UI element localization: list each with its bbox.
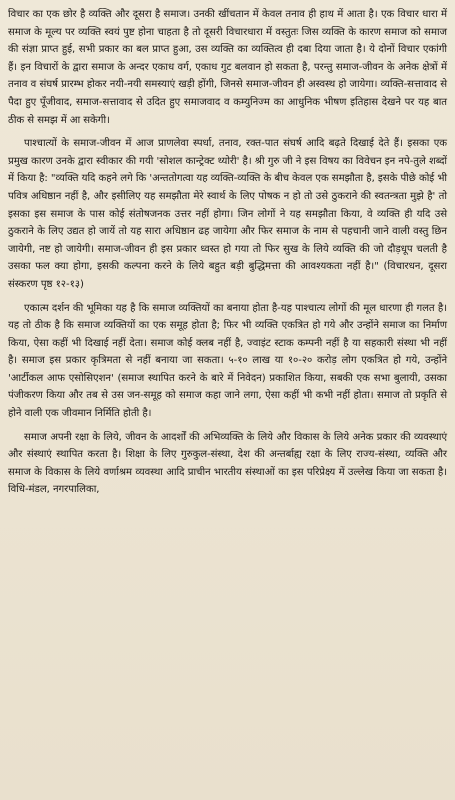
paragraph-4: समाज अपनी रक्षा के लिये, जीवन के आदर्शों की अभिव्यक्ति के लिये और विकास के लिये अनेक प्रकार की व्यवस्थाएं और संस्थाएं स्थापित करता है। शिक्षा के लिए गुरुकुल-संस्था, देश की अन्तर्बाह्य रक्षा के लिए राज्य-संस्था, व्यक्ति और समाज के विकास के लिये वर्णाश्रम व्यवस्था आदि प्राचीन भारतीय संस्थाओं का इस परिप्रेक्ष्य में उल्लेख किया जा सकता है। विधि-मंडल, नगरपालिका, (8, 431, 447, 496)
paragraph-1: विचार का एक छोर है व्यक्ति और दूसरा है समाज। उनकी खींचतान में केवल तनाव ही हाथ में आता है। एक विचार धारा में समाज के मूल्य पर व्यक्ति स्वयं पुष्ट होना चाहता है तो दूसरी विचारधारा में वस्तुतः जिस व्यक्ति के कारण समाज को समाज की संज्ञा प्राप्त हुई, सभी प्रकार का बल प्राप्त हुआ, उस व्यक्ति का व्यक्तित्व ही दबा दिया जाता है। ये दोनों विचार एकांगी हैं। इन विचारों के द्वारा समाज के अन्दर एकाध वर्ग, एकाध गुट बलवान हो सकता है, परन्तु समाज-जीवन के अनेक क्षेत्रों में तनाव व संघर्ष प्रारम्भ होकर नयी-नयी समस्याएं खड़ी होंगी, जिनसे समाज-जीवन ही अस्वस्थ हो जायेगा। व्यक्ति-सत्तावाद से पैदा हुए पूँजीवाद, समाज-सत्तावाद से उदित हुए समाजवाद व कम्युनिज्म का आधुनिक भीषण इतिहास देखने पर यह बात ठीक से समझ में आ सकेगी। (8, 9, 447, 126)
paragraph-3: एकात्म दर्शन की भूमिका यह है कि समाज व्यक्तियों का बनाया होता है-यह पाश्चात्य लोगों की मूल धारणा ही गलत है। यह तो ठीक है कि समाज व्यक्तियों का एक समूह होता है; फिर भी व्यक्ति एकत्रित हो गये और उन्होंने समाज का निर्माण किया, ऐसा कहीं भी दिखाई नहीं देता। समाज कोई क्लब नहीं है, ज्वाइंट स्टाक कम्पनी नहीं है या सहकारी संस्था भी नहीं है। समाज इस प्रकार कृत्रिमता से नहीं बनाया जा सकता। ५-१० लाख या १०-२० करोड़ लोग एकत्रित हो गये, उन्होंने 'आर्टीकल आफ एसोसिएशन' (समाज स्थापित करने के बारे में निवेदन) प्रकाशित किया, सबकी एक सभा बुलायी, उसका पंजीकरण किया और तब से उस जन-समूह को समाज कहा जाने लगा, ऐसा कहीं भी कभी नहीं होता। समाज तो प्रकृति से होने वाली एक जीवमान निर्मिति होती है। (8, 302, 447, 420)
paragraph-2: पाश्चात्यों के समाज-जीवन में आज प्राणलेवा स्पर्धा, तनाव, रक्त-पात संघर्ष आदि बढ़ते दिखाई देते हैं। इसका एक प्रमुख कारण उनके द्वारा स्वीकार की गयी 'सोशल कान्ट्रेक्ट थ्योरी' है। श्री गुरु जी ने इस विषय का विवेचन इन नपे-तुले शब्दों में किया है: "व्यक्ति यदि कहने लगे कि 'अन्ततोगत्वा यह व्यक्ति-व्यक्ति के बीच केवल एक समझौता है, इसके पीछे कोई भी पवित्र अधिष्ठान नहीं है, और इसीलिए यह समझौता मेरे स्वार्थ के लिए पोषक न हो तो उसे ठुकराने की स्वतन्त्रता मुझे है' तो इसका इस समाज के पास कोई संतोषजनक उत्तर नहीं होगा। जिन लोगों ने यह समझौता किया, वे व्यक्ति ही यदि उसे ठुकराने के लिए उद्यत हो जायें तो यह सारा अधिष्ठान ढह जायेगा और फिर समाज के नाम से पहचानी जाने वाली वस्तु छिन जायेगी, नष्ट हो जायेगी। समाज-जीवन ही इस प्रकार ध्वस्त हो गया तो फिर सुख के लिये व्यक्ति की जो दौड़धूप चलती है उसका फल क्या होगा, इसकी कल्पना करने के लिये बहुत बड़ी बुद्धिमत्ता की आवश्यकता नहीं है।" (विचारधन, दूसरा संस्करण पृष्ठ १२-१३) (8, 138, 447, 290)
